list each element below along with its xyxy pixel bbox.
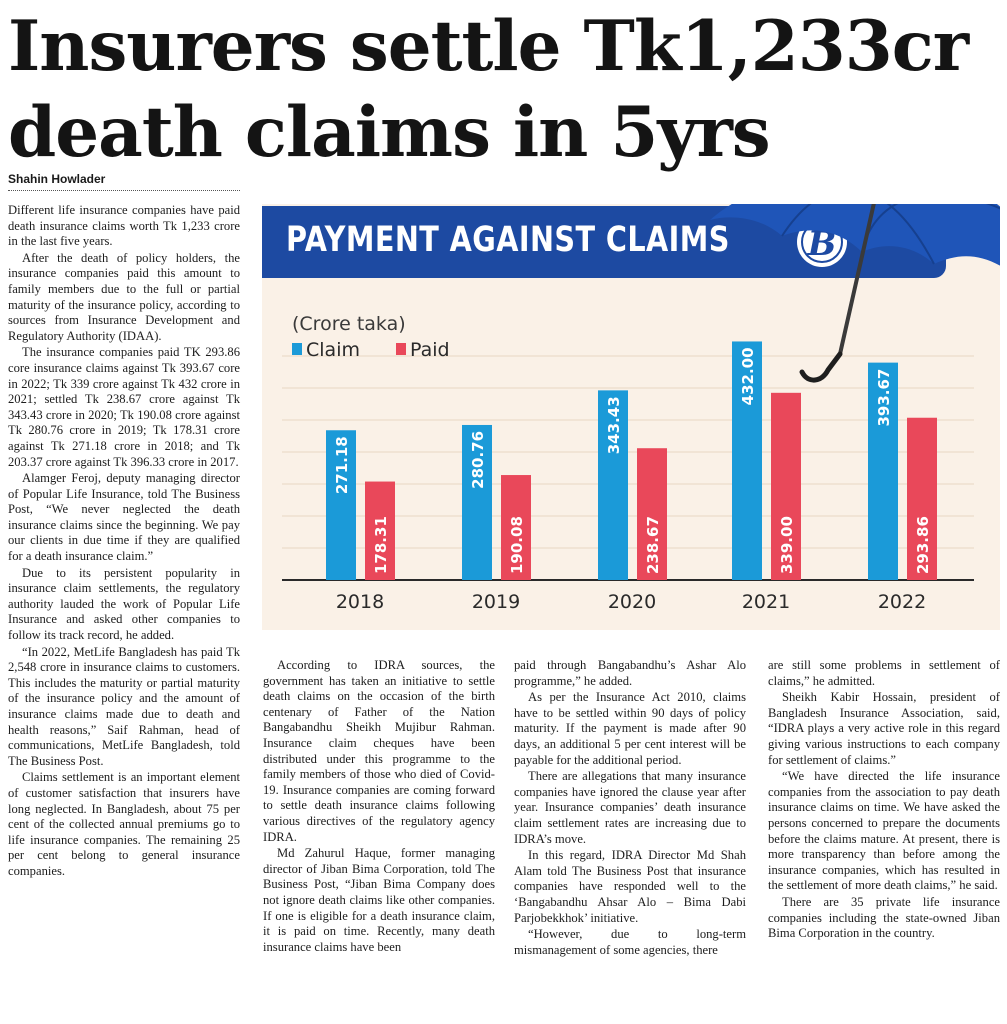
data-label-claim-2019: 280.76 <box>469 430 487 489</box>
headline-line-1: Insurers settle Tk1,233cr <box>8 6 969 87</box>
paragraph: Claims settlement is an important element of customer satisfaction that insurers have long neglected. In Bangladesh, about 75 per cent of the collected annual premiums go to life insurance companies. The remaining 25 per cent belong to general insurance companies. <box>8 770 240 878</box>
paragraph: Alamger Feroj, deputy managing director of Popular Life Insurance, told The Business Post, “We never neglected the death insurance claims since the beginning. We pay our clients in due time if they are qualified for a death insurance claim.” <box>8 471 240 564</box>
infographic <box>262 204 1000 630</box>
data-label-paid-2020: 238.67 <box>644 516 662 574</box>
paragraph: “We have directed the life insurance companies from the association to pay death insurance claims on time. We have asked the persons concerned to prepare the documents before the claims mature. At present, there is more transparency than before among the insurance companies, which has resulted in the settlement of more death claims,” he said. <box>768 769 1000 893</box>
x-tick-label-2020: 2020 <box>607 591 657 613</box>
paragraph: paid through Bangabandhu’s Ashar Alo programme,” he added. <box>514 658 746 688</box>
paragraph: “In 2022, MetLife Bangladesh has paid Tk 2,548 crore in insurance claims to customers. This includes the maturity or partial maturity of the insurance policy and the amount of insurance claims made due to death and health reasons,” Saif Rahman, head of communications, MetLife Bangladesh, told The Business Post. <box>8 644 240 768</box>
x-tick-label-2022: 2022 <box>877 591 927 613</box>
paragraph: There are allegations that many insurance companies have ignored the clause year after year. Insurance companies’ death insurance claim settlement rates are increasing due to IDRA’s move. <box>514 769 746 846</box>
x-tick-label-2019: 2019 <box>471 591 521 613</box>
chart-unit-label: (Crore taka) <box>292 313 406 335</box>
article-column-2 <box>263 658 495 956</box>
paragraph: As per the Insurance Act 2010, claims have to be settled within 90 days of policy maturity. If the payment is made after 90 days, an additional 5 per cent interest will be payable for the additional period. <box>514 690 746 767</box>
data-label-paid-2022: 293.86 <box>914 516 932 574</box>
paragraph: According to IDRA sources, the government has taken an initiative to settle death claims on the occasion of the birth centenary of Father of the Nation Bangabandhu Sheikh Mujibur Rahman. Insurance claim cheques have been distributed under this programme to the family members of those who died of Covid-19. Insurance companies are coming forward to settle death insurance claims following various directives of the regulatory agency IDRA. <box>263 658 495 844</box>
headline-line-2: death claims in 5yrs <box>8 92 770 173</box>
data-label-paid-2019: 190.08 <box>508 516 526 574</box>
paragraph: Due to its persistent popularity in insurance claim settlements, the regulatory authority lauded the work of Popular Life Insurance and asked other companies to follow its track record, he added. <box>8 565 240 643</box>
data-label-paid-2021: 339.00 <box>778 516 796 574</box>
legend-label-claim: Claim <box>306 339 360 361</box>
data-label-claim-2021: 432.00 <box>739 347 757 406</box>
paragraph: Different life insurance companies have paid death insurance claims worth Tk 1,233 crore in the last five years. <box>8 203 240 249</box>
article-column-1 <box>8 203 240 881</box>
x-tick-label-2018: 2018 <box>335 591 385 613</box>
byline: Shahin Howlader <box>8 172 240 191</box>
legend-label-paid: Paid <box>410 339 450 361</box>
legend-swatch-claim <box>292 343 302 355</box>
paragraph: Sheikh Kabir Hossain, president of Bangladesh Insurance Association, said, “IDRA plays a very active role in this regard giving various instructions to each company for settlement of claims.” <box>768 690 1000 767</box>
article-column-4 <box>768 658 1000 943</box>
umbrella-handle <box>802 354 840 380</box>
umbrella-canopy <box>710 204 1000 268</box>
paragraph: “However, due to long-term mismanagement of some agencies, there <box>514 927 746 957</box>
paragraph: Md Zahurul Haque, former managing director of Jiban Bima Corporation, told The Business Post, “Jiban Bima Company does not ignore death claims like other companies. If one is eligible for a death insurance claim, it is paid on time. Recently, many death insurance claims have been <box>263 846 495 954</box>
headline <box>8 4 998 176</box>
paragraph: are still some problems in settlement of claims,” he admitted. <box>768 658 1000 688</box>
article-column-3 <box>514 658 746 959</box>
data-label-paid-2018: 178.31 <box>372 516 390 574</box>
data-label-claim-2022: 393.67 <box>875 368 893 427</box>
paragraph: The insurance companies paid TK 293.86 core insurance claims against Tk 393.67 core in 2022; Tk 339 crore against Tk 432 crore in 2021; settled Tk 238.67 crore against Tk 343.43 crore in 2020; Tk 190.08 crore against Tk 280.76 crore in 2019; Tk 178.31 crore against Tk 271.18 crore in 2018; and Tk 203.37 crore against Tk 396.33 crore in 2017. <box>8 345 240 469</box>
bar-chart <box>262 204 1000 630</box>
paragraph: After the death of policy holders, the insurance companies paid this amount to family members due to the full or partial maturity of the insurance policy, according to sources from Insurance Development and Regulatory Authority (IDAA). <box>8 250 240 343</box>
data-label-claim-2018: 271.18 <box>333 436 351 495</box>
paragraph: In this regard, IDRA Director Md Shah Alam told The Business Post that insurance companies have responded well to the ‘Bangabandhu Ahsar Alo – Bima Dabi Parjobekkhok’ initiative. <box>514 848 746 925</box>
x-tick-label-2021: 2021 <box>741 591 791 613</box>
infographic-title: PAYMENT AGAINST CLAIMS <box>286 220 730 260</box>
legend-swatch-paid <box>396 343 406 355</box>
data-label-claim-2020: 343.43 <box>605 396 623 455</box>
paragraph: There are 35 private life insurance companies including the state-owned Jiban Bima Corporation in the country. <box>768 894 1000 941</box>
logo-letter: B <box>807 224 837 264</box>
